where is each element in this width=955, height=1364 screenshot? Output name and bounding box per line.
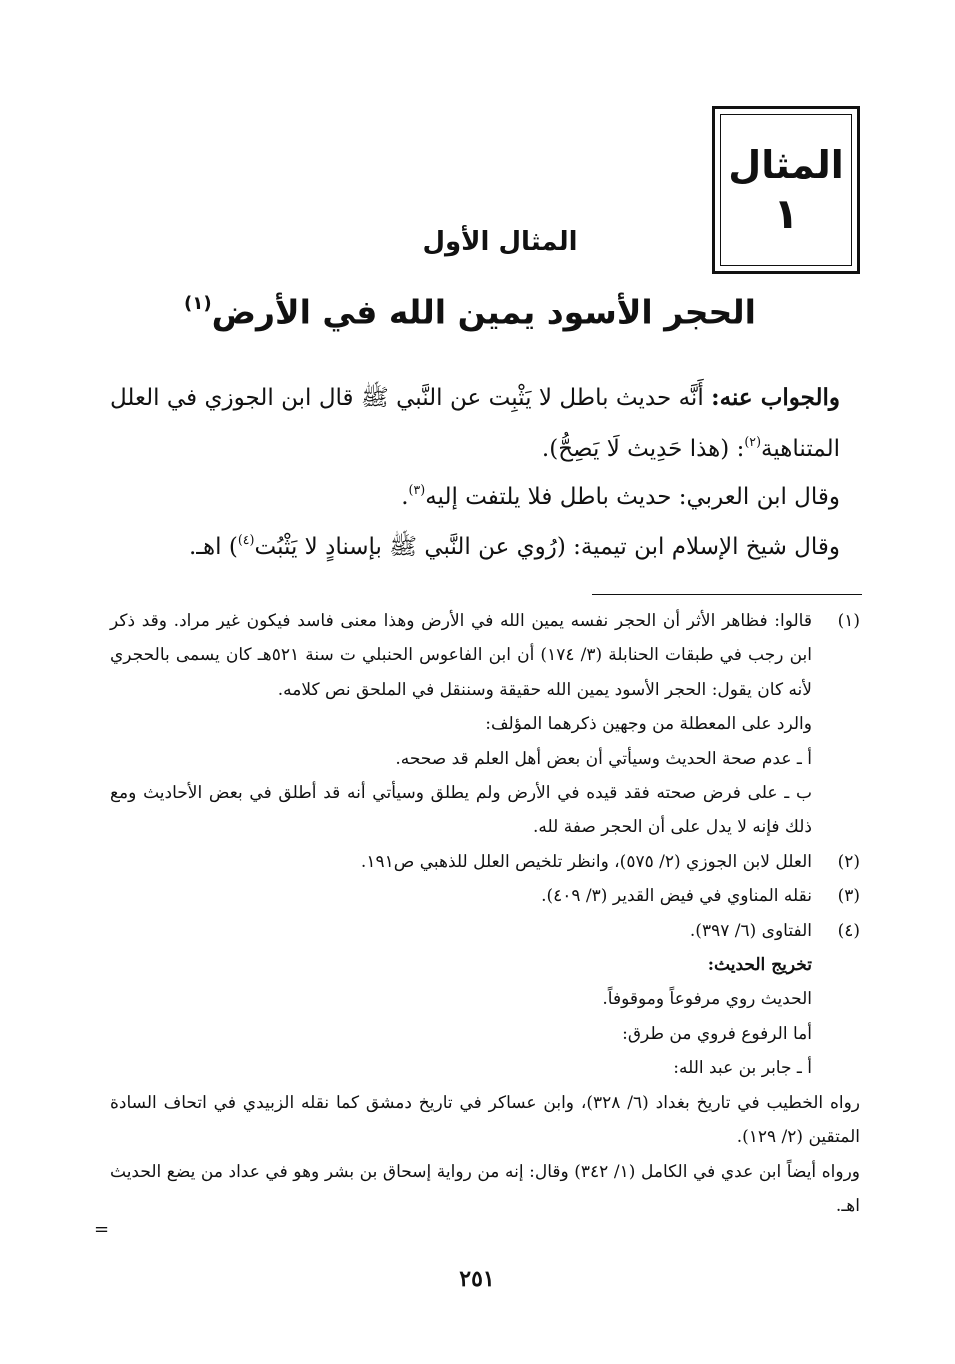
takhrij-line: أ ـ جابر بن عبد الله: <box>673 1058 812 1079</box>
takhrij-line: أما الرفوع فروي من طرق: <box>622 1023 812 1044</box>
takhrij-line: رواه الخطيب في تاريخ بغداد (٦/ ٣٢٨)، وابن عساكر في تاريخ دمشق كما نقله الزبيدي في اتحاف السادة المتقين (٢/ ١٢٩). <box>110 1092 860 1148</box>
ibn-taymiyya-text: وقال شيخ الإسلام ابن تيمية: (رُوي عن النَّبي ﷺ بإسنادٍ لا يَثْبُت <box>254 534 840 561</box>
footnote-text: قالوا: فظاهر الأثر أن الحجر نفسه يمين الله في الأرض وهذا معنى فاسد فيكون غير مراد. وقد ذكر ابن رجب في طبقات الحنابلة (٣/ ١٧٤) أن ابن الفاعوس الحنبلي ت سنة ٥٢١هـ كان يسمى بالحجري لأنه كان يقول: الحجر الأسود يمين الله حقيقة وسننقل في الملحق نص كلامه. <box>110 611 812 700</box>
footnotes <box>110 604 860 1223</box>
footnote-text: العلل لابن الجوزي (٢/ ٥٧٥)، وانظر تلخيص العلل للذهبي ص١٩١. <box>360 851 812 872</box>
example-title: المثال الأول <box>422 227 578 257</box>
ibn-taymiyya-end: ) اهـ. <box>188 534 238 561</box>
footnote-number: (٣) <box>837 886 860 907</box>
ibn-arabi-end: . <box>401 484 409 511</box>
example-label: المثال <box>728 143 844 187</box>
footnote-1-line: والرد على المعطلة من وجهين ذكرهما المؤلف: <box>485 714 812 735</box>
footnote-2 <box>110 845 860 879</box>
hadith-title <box>160 280 780 337</box>
footnote-ref-3: (٣) <box>408 482 426 497</box>
example-number: ١ <box>773 189 799 238</box>
footnote-ref-4: (٤) <box>237 532 255 547</box>
answer-lead: والجواب عنه: <box>711 384 840 411</box>
takhrij-line: الحديث روي مرفوعاً وموقوفاً. <box>602 989 812 1010</box>
footnote-4 <box>110 914 860 948</box>
continuation-mark: = <box>94 1219 110 1240</box>
answer-text-b: : (هذا حَدِيث لَا يَصِحُّ). <box>541 436 745 463</box>
footnote-number: (٢) <box>837 851 860 872</box>
footnote-1-line: أ ـ عدم صحة الحديث وسيأتي أن بعض أهل العلم قد صححه. <box>395 748 812 769</box>
footnote-separator <box>592 594 862 595</box>
takhrij-line: ورواه أيضاً ابن عدي في الكامل (١/ ٣٤٢) وقال: إنه من رواية إسحاق بن بشر وهو في عداد من يضع الحديث اهـ. <box>110 1161 860 1216</box>
example-number-box <box>712 106 860 274</box>
takhrij-title: تخريج الحديث: <box>707 955 812 976</box>
page-number: ٢٥١ <box>459 1266 495 1292</box>
footnote-ref-1: (١) <box>183 293 212 314</box>
footnote-ref-2: (٢) <box>744 434 762 449</box>
footnote-number: (٤) <box>837 920 860 941</box>
answer-text-a: أَنَّه حديث باطل لا يَثْبِت عن النَّبي ﷺ قال ابن الجوزي في العلل المتناهية <box>110 385 840 463</box>
footnote-number: (١) <box>837 611 860 631</box>
answer-paragraph <box>110 376 840 471</box>
hadith-title-text: الحجر الأسود يمين الله في الأرض <box>211 292 756 332</box>
ibn-arabi-text: وقال ابن العربي: حديث باطل فلا يلتفت إليه <box>425 484 840 511</box>
footnote-text: نقله المناوي في فيض القدير (٣/ ٤٠٩). <box>541 886 812 907</box>
footnote-1 <box>110 604 860 707</box>
footnote-1-line: ب ـ على فرض صحته فقد قيده في الأرض ولم يطلق وسيأتي أنه قد أطلق في بعض الأحاديث ومع ذلك فإنه لا يدل على أن الحجر صفة لله. <box>110 783 812 838</box>
ibn-taymiyya-paragraph <box>110 518 840 569</box>
example-number-box-inner <box>720 114 852 266</box>
footnote-3 <box>110 879 860 913</box>
footnote-text: الفتاوى (٦/ ٣٩٧). <box>689 920 812 941</box>
ibn-arabi-paragraph <box>110 468 840 519</box>
